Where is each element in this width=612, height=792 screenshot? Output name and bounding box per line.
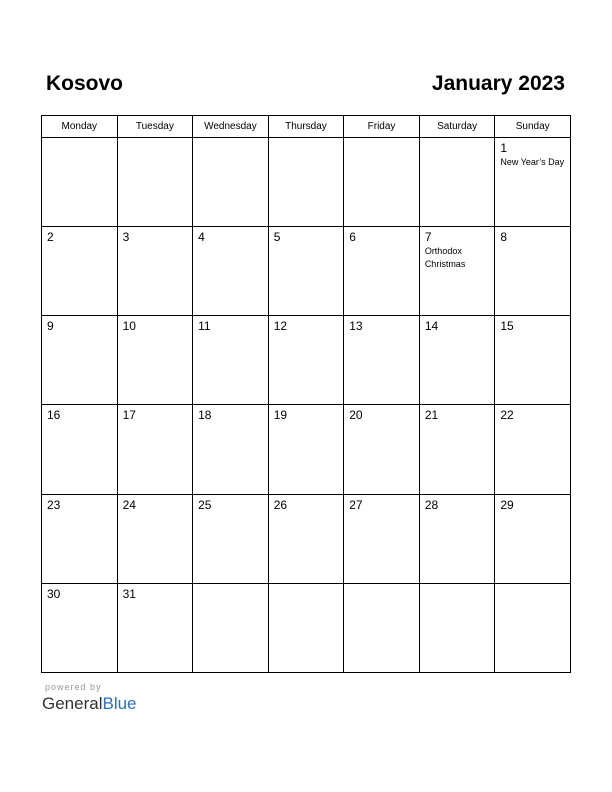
day-cell bbox=[193, 227, 269, 316]
empty-day-cell bbox=[344, 138, 420, 227]
day-number: 12 bbox=[273, 319, 288, 334]
powered-by-text: powered by bbox=[45, 682, 102, 692]
day-number: 3 bbox=[122, 230, 130, 245]
day-cell bbox=[419, 227, 495, 316]
day-number: 29 bbox=[500, 497, 514, 512]
empty-day-cell bbox=[419, 138, 495, 227]
day-number: 1 bbox=[500, 141, 508, 155]
empty-day-cell bbox=[495, 583, 571, 672]
day-cell bbox=[117, 583, 193, 672]
brand-blue-text: Blue bbox=[102, 694, 137, 713]
calendar-grid bbox=[41, 115, 571, 673]
day-number: 30 bbox=[47, 586, 61, 601]
empty-day-cell bbox=[193, 138, 269, 227]
generalblue-logo[interactable] bbox=[42, 694, 137, 714]
day-cell bbox=[268, 494, 344, 583]
day-number: 24 bbox=[122, 497, 136, 512]
day-number: 28 bbox=[424, 497, 439, 512]
day-number: 2 bbox=[47, 230, 54, 245]
day-number: 8 bbox=[500, 230, 508, 245]
day-cell bbox=[42, 316, 118, 405]
weekday-header: Monday bbox=[42, 116, 118, 138]
day-cell bbox=[193, 405, 269, 494]
footer-branding bbox=[42, 681, 137, 714]
day-number: 13 bbox=[349, 319, 363, 334]
day-cell bbox=[419, 494, 495, 583]
day-cell bbox=[117, 405, 193, 494]
empty-day-cell bbox=[419, 583, 495, 672]
day-cell bbox=[42, 405, 118, 494]
day-cell bbox=[495, 316, 571, 405]
day-cell bbox=[495, 227, 571, 316]
day-cell bbox=[268, 316, 344, 405]
empty-day-cell bbox=[117, 138, 193, 227]
holiday-label: New Year’s Day bbox=[500, 157, 565, 167]
holiday-label: Orthodox Christmas bbox=[424, 246, 466, 270]
weekday-header: Friday bbox=[344, 116, 420, 138]
day-cell bbox=[193, 316, 269, 405]
day-cell bbox=[344, 405, 420, 494]
day-cell bbox=[344, 227, 420, 316]
weekday-header: Tuesday bbox=[117, 116, 193, 138]
week-row bbox=[42, 494, 571, 583]
day-cell bbox=[495, 405, 571, 494]
day-number: 7 bbox=[424, 230, 432, 245]
day-number: 31 bbox=[122, 586, 136, 601]
day-cell bbox=[42, 583, 118, 672]
weekday-header: Thursday bbox=[268, 116, 344, 138]
day-number: 16 bbox=[47, 408, 61, 423]
day-cell bbox=[42, 227, 118, 316]
weekday-header-row bbox=[42, 116, 571, 138]
day-cell bbox=[117, 494, 193, 583]
day-number: 5 bbox=[273, 230, 281, 245]
day-number: 19 bbox=[273, 408, 288, 423]
day-number: 23 bbox=[47, 497, 61, 512]
empty-day-cell bbox=[193, 583, 269, 672]
empty-day-cell bbox=[344, 583, 420, 672]
day-cell bbox=[495, 494, 571, 583]
week-row bbox=[42, 405, 571, 494]
week-row bbox=[42, 227, 571, 316]
day-number: 14 bbox=[424, 319, 439, 334]
day-number: 4 bbox=[198, 230, 205, 245]
region-title: Kosovo bbox=[46, 72, 124, 95]
day-number: 15 bbox=[500, 319, 514, 334]
day-cell bbox=[495, 138, 571, 227]
day-cell bbox=[419, 316, 495, 405]
empty-day-cell bbox=[268, 138, 344, 227]
day-number: 25 bbox=[198, 497, 212, 512]
day-number: 22 bbox=[500, 408, 514, 423]
day-cell bbox=[344, 316, 420, 405]
day-number: 20 bbox=[349, 408, 363, 423]
day-cell bbox=[344, 494, 420, 583]
weekday-header: Wednesday bbox=[193, 116, 269, 138]
weekday-header: Saturday bbox=[419, 116, 495, 138]
day-number: 9 bbox=[47, 319, 54, 334]
week-row bbox=[42, 583, 571, 672]
day-cell bbox=[268, 227, 344, 316]
week-row bbox=[42, 316, 571, 405]
day-number: 21 bbox=[424, 408, 439, 423]
day-number: 27 bbox=[349, 497, 363, 512]
day-cell bbox=[193, 494, 269, 583]
day-cell bbox=[117, 227, 193, 316]
month-title: January 2023 bbox=[431, 72, 565, 95]
empty-day-cell bbox=[42, 138, 118, 227]
day-cell bbox=[419, 405, 495, 494]
empty-day-cell bbox=[268, 583, 344, 672]
week-row bbox=[42, 138, 571, 227]
day-number: 26 bbox=[273, 497, 288, 512]
day-number: 6 bbox=[349, 230, 356, 245]
day-cell bbox=[117, 316, 193, 405]
day-cell bbox=[268, 405, 344, 494]
day-number: 17 bbox=[122, 408, 136, 423]
day-number: 10 bbox=[122, 319, 136, 334]
day-cell bbox=[42, 494, 118, 583]
day-number: 18 bbox=[198, 408, 212, 423]
day-number: 11 bbox=[198, 319, 211, 334]
weekday-header: Sunday bbox=[495, 116, 571, 138]
brand-general-text: General bbox=[42, 694, 103, 713]
